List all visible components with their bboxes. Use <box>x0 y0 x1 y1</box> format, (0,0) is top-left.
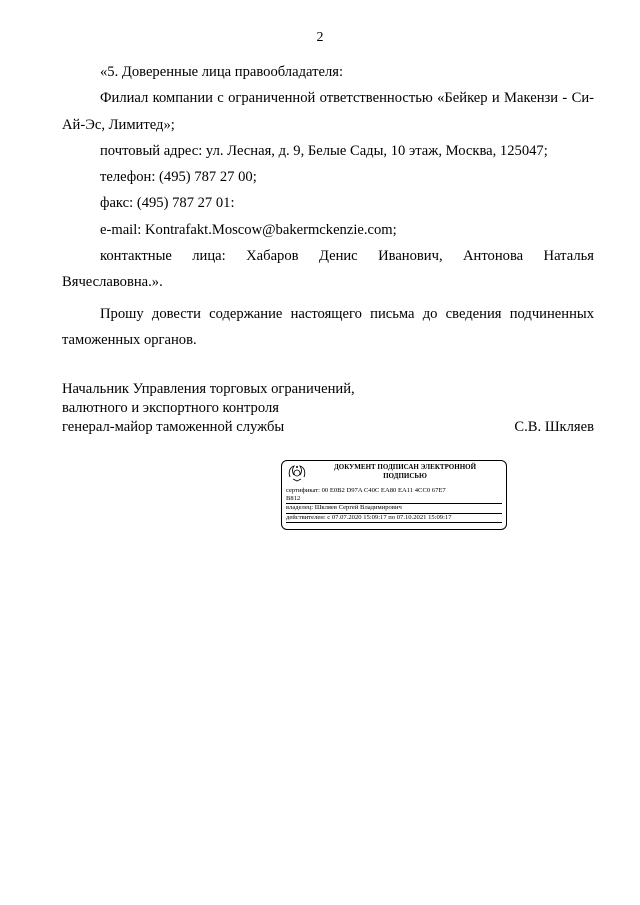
paragraph-contacts: контактные лица: Хабаров Денис Иванович, Антонова Наталья <box>100 248 594 265</box>
signature-block <box>62 380 594 437</box>
paragraph-fax: факс: (495) 787 27 01: <box>100 195 235 212</box>
paragraph-request: Прошу довести содержание настоящего письма до сведения подчиненных таможенных органов. <box>62 305 594 348</box>
stamp-owner: владелец: Шкляев Сергей Владимирович <box>286 504 502 513</box>
stamp-title-line-1: ДОКУМЕНТ ПОДПИСАН ЭЛЕКТРОННОЙ <box>333 463 477 471</box>
stamp-certificate-cont: B812 <box>286 495 502 504</box>
paragraph-trusted-persons: «5. Доверенные лица правообладателя: <box>100 64 343 80</box>
stamp-header <box>286 463 502 487</box>
paragraph-company: Филиал компании с ограниченной ответственностью «Бейкер и Макензи - Си-Ай-Эс, Лимитед»; <box>62 90 594 133</box>
emblem-icon <box>286 463 308 483</box>
signer-name: С.В. Шкляев <box>514 419 594 435</box>
paragraph-contacts-cont: Вячеславовна.». <box>62 274 163 291</box>
page-number: 2 <box>316 30 324 45</box>
electronic-signature-stamp <box>281 460 507 530</box>
signer-position-line-3: генерал-майор таможенной службы <box>62 419 285 435</box>
paragraph-email: e-mail: Kontrafakt.Moscow@bakermckenzie.com; <box>100 221 397 238</box>
stamp-title-line-2: ПОДПИСЬЮ <box>383 472 427 480</box>
signer-position-line-2: валютного и экспортного контроля <box>62 400 279 416</box>
signer-position-line-1: Начальник Управления торговых ограничений, <box>62 381 355 397</box>
paragraph-phone: телефон: (495) 787 27 00; <box>100 169 257 186</box>
stamp-certificate: сертификат: 00 E0B2 D97A C40C EA80 EA11 4CC0 67E7 <box>286 487 446 494</box>
stamp-validity: действителен: с 07.07.2020 15:09:17 по 07.10.2021 15:09:17 <box>286 514 502 523</box>
letter-body <box>62 59 594 353</box>
stamp-title <box>308 463 502 481</box>
paragraph-postal-address: почтовый адрес: ул. Лесная, д. 9, Белые Сады, 10 этаж, Москва, 125047; <box>100 142 548 159</box>
